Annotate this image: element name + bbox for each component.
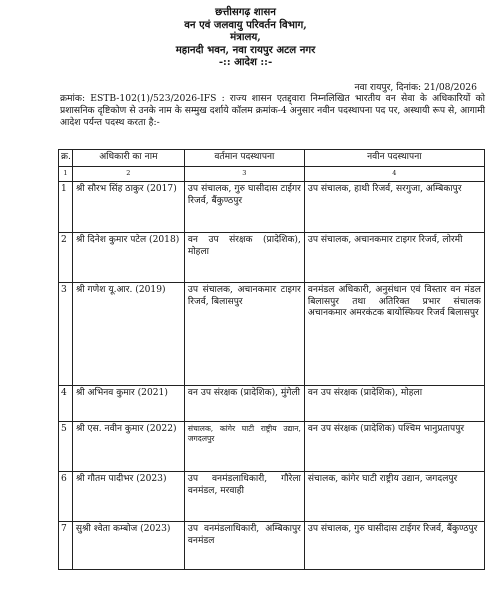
officer-name: श्री अभिनव कुमार (2021) xyxy=(72,385,184,421)
order-paragraph: क्रमांक: ESTB-102(1)/523/2026-IFS : राज्य शासन एतद्द्वारा निम्नलिखित भारतीय वन सेवा के अधिकारियों को प्रशासनिक दृष्टिकोण से उनके नाम के सम्मुख दर्शाये कॉलम क्रमांक-4 अनुसार नवीन पदस्थापना पद पर, अस्थायी रूप से, आगामी आदेश पर्यन्त पदस्थ करता है:- xyxy=(60,93,485,129)
table-row xyxy=(59,282,485,385)
table-row xyxy=(59,385,485,421)
serial-number: 1 xyxy=(59,181,73,232)
column-number: 1 xyxy=(59,166,73,181)
header-current-posting: वर्तमान पदस्थापना xyxy=(184,150,304,167)
header-new-posting: नवीन पदस्थापना xyxy=(304,150,484,167)
new-posting: उप संचालक, हाथी रिजर्व, सरगुजा, अम्बिकापुर xyxy=(304,181,484,232)
header-serial: क्र. xyxy=(59,150,73,167)
posting-table xyxy=(58,149,485,570)
header-officer-name: अधिकारी का नाम xyxy=(72,150,184,167)
table-row xyxy=(59,521,485,569)
department-name: वन एवं जलवायु परिवर्तन विभाग, xyxy=(184,18,307,31)
serial-number: 7 xyxy=(59,521,73,569)
office-address: महानदी भवन, नवा रायपुर अटल नगर xyxy=(175,43,316,56)
column-number: 3 xyxy=(184,166,304,181)
column-number: 4 xyxy=(304,166,484,181)
letterhead xyxy=(0,6,491,69)
current-posting: उप संचालक, गुरु घासीदास टाईगर रिजर्व, बैंकुण्ठपुर xyxy=(184,181,304,232)
serial-number: 4 xyxy=(59,385,73,421)
new-posting: उप संचालक, गुरु घासीदास टाईगर रिजर्व, बैंकुण्ठपुर xyxy=(304,521,484,569)
current-posting: उप वनमंडलाधिकारी, अम्बिकापुर वनमंडल xyxy=(184,521,304,569)
new-posting: संचालक, कांगेर घाटी राष्ट्रीय उद्यान, जगदलपुर xyxy=(304,471,484,521)
serial-number: 3 xyxy=(59,282,73,385)
current-posting: वन उप संरक्षक (प्रादेशिक), मुंगेली xyxy=(184,385,304,421)
officer-name: सुश्री श्वेता कम्बोज (2023) xyxy=(72,521,184,569)
column-number-row xyxy=(59,166,485,181)
table-row xyxy=(59,181,485,232)
table-row xyxy=(59,232,485,282)
column-number: 2 xyxy=(72,166,184,181)
table-row xyxy=(59,471,485,521)
officer-name: श्री गौतम पादीभर (2023) xyxy=(72,471,184,521)
order-title: -:: आदेश ::- xyxy=(218,56,273,69)
new-posting: वन उप संरक्षक (प्रादेशिक), मोहला xyxy=(304,385,484,421)
officer-name: श्री एस. नवीन कुमार (2022) xyxy=(72,421,184,471)
serial-number: 5 xyxy=(59,421,73,471)
table-header-row xyxy=(59,150,485,167)
ministry-label: मंत्रालय, xyxy=(230,31,261,44)
officer-name: श्री सौरभ सिंह ठाकुर (2017) xyxy=(72,181,184,232)
officer-name: श्री गणेश यू.आर. (2019) xyxy=(72,282,184,385)
current-posting: उप संचालक, अचानकमार टाइगर रिजर्व, बिलासपुर xyxy=(184,282,304,385)
place-date-line: नवा रायपुर, दिनांक: 21/08/2026 xyxy=(354,82,477,93)
serial-number: 6 xyxy=(59,471,73,521)
current-posting: वन उप संरक्षक (प्रादेशिक), मोहला xyxy=(184,232,304,282)
new-posting: उप संचालक, अचानकमार टाइगर रिजर्व, लोरमी xyxy=(304,232,484,282)
serial-number: 2 xyxy=(59,232,73,282)
new-posting: वन उप संरक्षक (प्रादेशिक) पश्चिम भानुप्रतापपुर xyxy=(304,421,484,471)
officer-name: श्री दिनेश कुमार पटेल (2018) xyxy=(72,232,184,282)
current-posting: संचालक, कांगेर घाटी राष्ट्रीय उद्यान, जगदलपुर xyxy=(184,421,304,471)
new-posting: वनमंडल अधिकारी, अनुसंधान एवं विस्तार वन मंडल बिलासपुर तथा अतिरिक्त प्रभार संचालक अचानकमार अमरकंटक बायोस्फियर रिजर्व बिलासपुर xyxy=(304,282,484,385)
table-row xyxy=(59,421,485,471)
current-posting: उप वनमंडलाधिकारी, गौरेला वनमंडल, मरवाही xyxy=(184,471,304,521)
government-name: छत्तीसगढ़ शासन xyxy=(215,6,276,18)
